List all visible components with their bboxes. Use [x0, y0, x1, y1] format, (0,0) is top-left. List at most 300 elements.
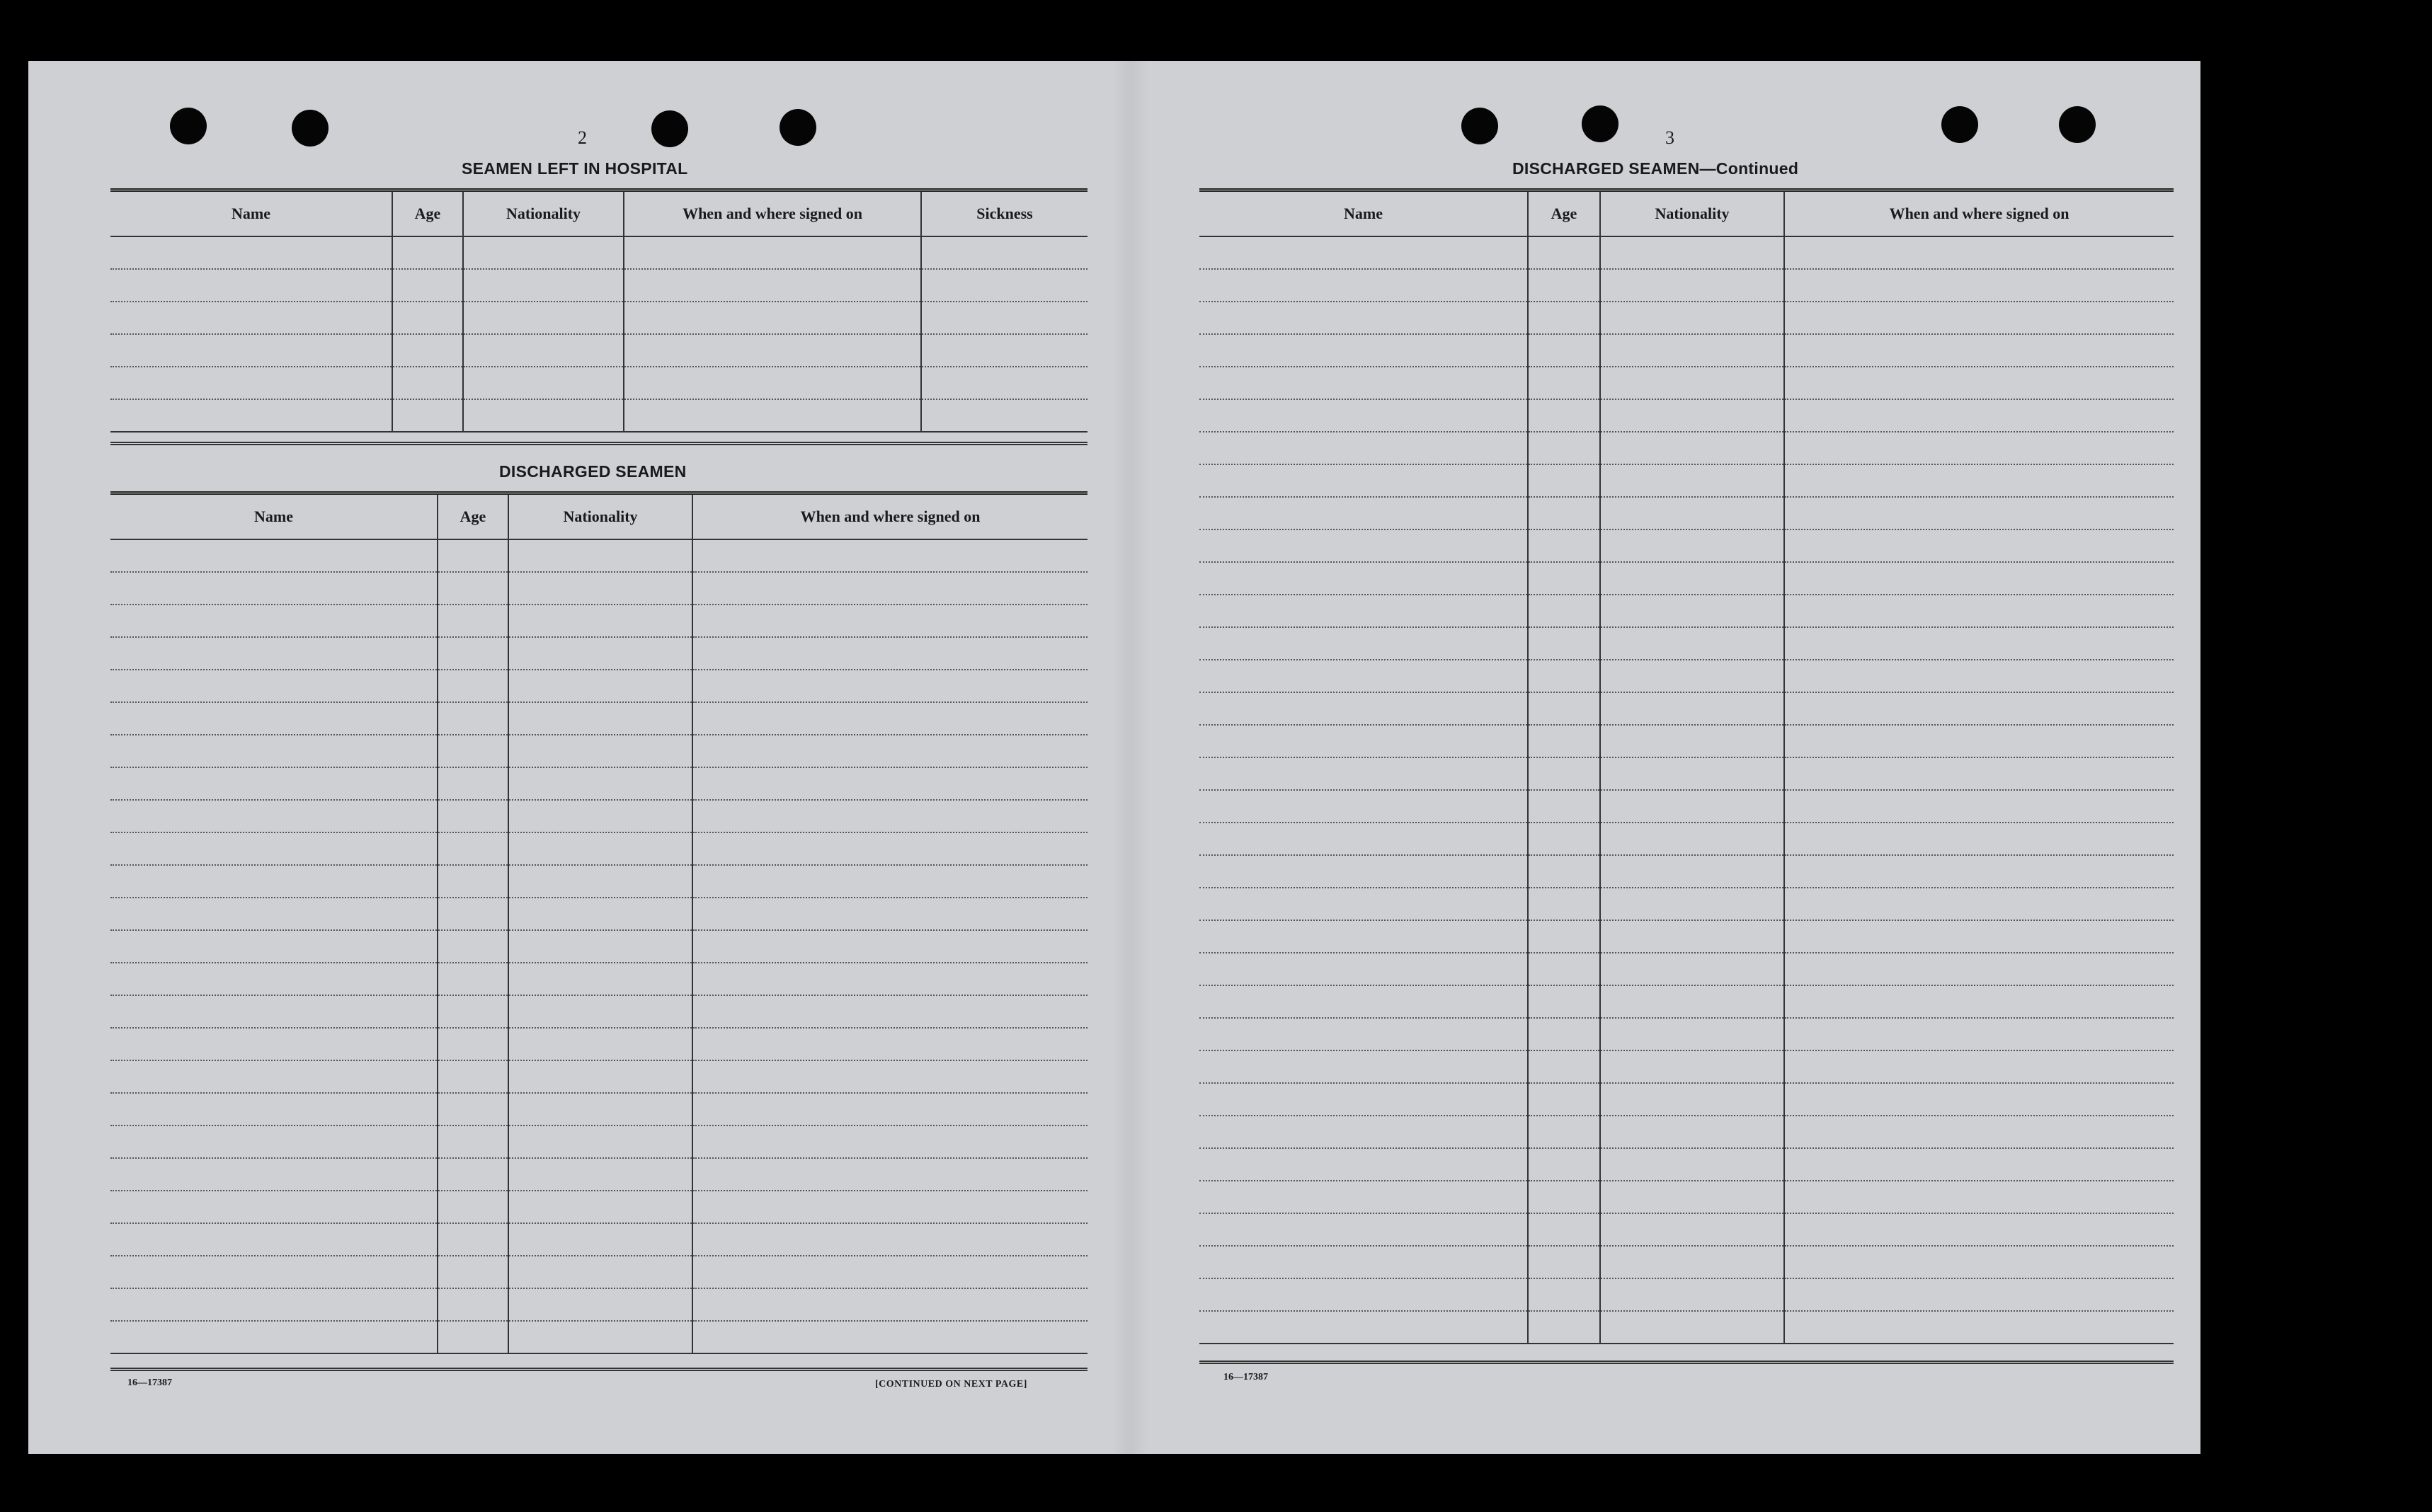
table-row: [110, 832, 1087, 865]
column-header-nationality: Nationality: [463, 190, 624, 237]
table-row: [110, 767, 1087, 800]
table-cell: [110, 963, 438, 995]
table-cell: [110, 1191, 438, 1223]
table-cell: [624, 302, 921, 334]
table-row: [1199, 1213, 2174, 1246]
table-cell: [1600, 562, 1784, 595]
table-row: [1199, 562, 2174, 595]
table-cell: [1528, 399, 1600, 432]
table-cell: [110, 1028, 438, 1060]
hospital-table: [110, 188, 1087, 433]
table-cell: [110, 269, 392, 302]
table-cell: [624, 236, 921, 269]
table-cell: [1528, 432, 1600, 464]
table-cell: [1784, 595, 2174, 627]
table-cell: [508, 1060, 692, 1093]
table-cell: [1199, 1018, 1528, 1050]
table-row: [1199, 1311, 2174, 1344]
table-row: [1199, 627, 2174, 660]
table-cell: [1600, 236, 1784, 269]
table-row: [1199, 920, 2174, 953]
table-cell: [1784, 1050, 2174, 1083]
table-cell: [1784, 920, 2174, 953]
table-cell: [624, 269, 921, 302]
table-row: [110, 1256, 1087, 1288]
table-cell: [438, 1256, 508, 1288]
table-row: [1199, 464, 2174, 497]
table-cell: [438, 898, 508, 930]
table-cell: [692, 1191, 1087, 1223]
table-cell: [392, 367, 463, 399]
table-cell: [508, 865, 692, 898]
discharged-table-left: [110, 491, 1087, 1354]
table-cell: [1528, 1018, 1600, 1050]
table-cell: [692, 702, 1087, 735]
table-cell: [921, 334, 1087, 367]
table-cell: [438, 572, 508, 605]
table-cell: [110, 670, 438, 702]
table-cell: [110, 865, 438, 898]
table-cell: [110, 1126, 438, 1158]
table-cell: [110, 1060, 438, 1093]
table-cell: [508, 572, 692, 605]
table-cell: [438, 1191, 508, 1223]
table-cell: [1600, 1148, 1784, 1181]
table-cell: [1600, 367, 1784, 399]
table-cell: [1528, 985, 1600, 1018]
table-cell: [438, 670, 508, 702]
table-cell: [392, 334, 463, 367]
table-row: [110, 334, 1087, 367]
table-row: [1199, 725, 2174, 757]
table-cell: [508, 605, 692, 637]
table-row: [1199, 1083, 2174, 1116]
table-cell: [1784, 1148, 2174, 1181]
table-cell: [110, 605, 438, 637]
table-cell: [692, 930, 1087, 963]
table-cell: [1199, 1116, 1528, 1148]
table-row: [110, 399, 1087, 432]
table-cell: [1600, 302, 1784, 334]
table-cell: [1528, 367, 1600, 399]
hospital-section-title: SEAMEN LEFT IN HOSPITAL: [462, 159, 688, 178]
table-cell: [692, 605, 1087, 637]
hospital-rows: [110, 236, 1087, 432]
table-cell: [1600, 1246, 1784, 1278]
table-cell: [1528, 757, 1600, 790]
table-cell: [1199, 367, 1528, 399]
table-cell: [921, 236, 1087, 269]
table-cell: [1600, 334, 1784, 367]
table-cell: [1528, 627, 1600, 660]
column-header-name: Name: [110, 493, 438, 540]
table-cell: [110, 1256, 438, 1288]
table-cell: [692, 1028, 1087, 1060]
table-cell: [921, 399, 1087, 432]
table-cell: [1784, 1311, 2174, 1344]
table-cell: [1600, 757, 1784, 790]
table-row: [1199, 529, 2174, 562]
table-cell: [438, 605, 508, 637]
table-cell: [692, 1126, 1087, 1158]
table-cell: [1528, 888, 1600, 920]
page-fold: [1112, 61, 1148, 1454]
table-cell: [438, 1093, 508, 1126]
table-cell: [921, 302, 1087, 334]
table-cell: [110, 767, 438, 800]
table-cell: [1784, 627, 2174, 660]
form-number-left: 16—17387: [127, 1378, 172, 1388]
table-cell: [110, 1288, 438, 1321]
table-cell: [1528, 529, 1600, 562]
table-cell: [1600, 790, 1784, 823]
table-row: [1199, 1116, 2174, 1148]
table-row: [1199, 1181, 2174, 1213]
table-cell: [438, 1321, 508, 1353]
table-cell: [1784, 367, 2174, 399]
table-cell: [1600, 432, 1784, 464]
table-cell: [1528, 334, 1600, 367]
table-row: [1199, 1018, 2174, 1050]
table-row: [1199, 269, 2174, 302]
table-cell: [624, 367, 921, 399]
document-sheet: [28, 61, 2200, 1454]
table-cell: [1199, 529, 1528, 562]
table-cell: [438, 1223, 508, 1256]
discharged-rows-right: [1199, 236, 2174, 1344]
table-cell: [1600, 595, 1784, 627]
table-row: [110, 572, 1087, 605]
table-cell: [1600, 888, 1784, 920]
table-cell: [463, 367, 624, 399]
table-row: [110, 995, 1087, 1028]
table-row: [1199, 1246, 2174, 1278]
table-cell: [110, 1223, 438, 1256]
table-cell: [1600, 464, 1784, 497]
table-row: [110, 1093, 1087, 1126]
table-row: [110, 865, 1087, 898]
table-cell: [1528, 660, 1600, 692]
column-header-sickness: Sickness: [921, 190, 1087, 237]
punch-hole: [780, 109, 816, 146]
table-cell: [1784, 1246, 2174, 1278]
table-cell: [110, 367, 392, 399]
table-cell: [1199, 464, 1528, 497]
table-cell: [508, 767, 692, 800]
table-cell: [438, 637, 508, 670]
table-cell: [438, 832, 508, 865]
table-cell: [1199, 399, 1528, 432]
table-cell: [110, 572, 438, 605]
table-row: [1199, 432, 2174, 464]
table-cell: [1600, 627, 1784, 660]
table-row: [1199, 1148, 2174, 1181]
table-cell: [1784, 562, 2174, 595]
table-cell: [1199, 334, 1528, 367]
punch-hole: [170, 108, 207, 144]
table-cell: [692, 898, 1087, 930]
table-row: [110, 1191, 1087, 1223]
table-cell: [438, 539, 508, 572]
table-row: [110, 800, 1087, 832]
table-row: [110, 702, 1087, 735]
table-cell: [692, 670, 1087, 702]
table-cell: [1199, 790, 1528, 823]
table-cell: [1528, 725, 1600, 757]
table-cell: [463, 236, 624, 269]
table-cell: [110, 898, 438, 930]
table-cell: [1784, 1278, 2174, 1311]
table-cell: [1528, 1181, 1600, 1213]
table-cell: [1600, 1181, 1784, 1213]
table-cell: [692, 800, 1087, 832]
table-cell: [508, 832, 692, 865]
table-cell: [110, 539, 438, 572]
table-cell: [110, 399, 392, 432]
column-header-name: Name: [110, 190, 392, 237]
table-cell: [438, 735, 508, 767]
table-row: [1199, 1278, 2174, 1311]
table-cell: [438, 1028, 508, 1060]
table-cell: [110, 1093, 438, 1126]
table-cell: [692, 1288, 1087, 1321]
table-row: [1199, 1050, 2174, 1083]
form-number-right: 16—17387: [1223, 1372, 1268, 1382]
table-cell: [1600, 1278, 1784, 1311]
table-cell: [1600, 660, 1784, 692]
table-cell: [1199, 302, 1528, 334]
table-cell: [692, 1223, 1087, 1256]
table-cell: [1600, 529, 1784, 562]
punch-hole: [292, 110, 329, 147]
table-cell: [1199, 823, 1528, 855]
table-cell: [1784, 432, 2174, 464]
table-cell: [1528, 595, 1600, 627]
table-cell: [1528, 464, 1600, 497]
table-cell: [508, 1223, 692, 1256]
column-header-signed-on: When and where signed on: [692, 493, 1087, 540]
table-cell: [1528, 920, 1600, 953]
table-cell: [1528, 855, 1600, 888]
table-cell: [508, 1191, 692, 1223]
table-row: [1199, 985, 2174, 1018]
table-row: [110, 1126, 1087, 1158]
table-cell: [1528, 1083, 1600, 1116]
table-cell: [1600, 1050, 1784, 1083]
table-cell: [508, 702, 692, 735]
table-cell: [1600, 497, 1784, 529]
table-cell: [1199, 1246, 1528, 1278]
bottom-rule-left: [110, 1368, 1087, 1371]
table-cell: [110, 302, 392, 334]
table-cell: [1199, 1213, 1528, 1246]
table-cell: [1600, 855, 1784, 888]
table-cell: [1784, 334, 2174, 367]
table-row: [1199, 888, 2174, 920]
table-cell: [438, 800, 508, 832]
table-row: [1199, 790, 2174, 823]
table-cell: [1528, 269, 1600, 302]
table-cell: [438, 767, 508, 800]
discharged-section-title: DISCHARGED SEAMEN: [499, 462, 687, 481]
table-cell: [692, 865, 1087, 898]
table-cell: [1199, 888, 1528, 920]
table-cell: [1784, 236, 2174, 269]
table-cell: [1528, 1148, 1600, 1181]
column-header-age: Age: [438, 493, 508, 540]
table-cell: [1784, 1116, 2174, 1148]
table-cell: [110, 1321, 438, 1353]
table-cell: [463, 269, 624, 302]
table-cell: [692, 1256, 1087, 1288]
column-header-nationality: Nationality: [508, 493, 692, 540]
table-cell: [1528, 1050, 1600, 1083]
table-cell: [438, 1288, 508, 1321]
discharged-table-right: [1199, 188, 2174, 1344]
table-row: [110, 269, 1087, 302]
punch-hole: [1941, 106, 1978, 143]
table-cell: [438, 702, 508, 735]
table-cell: [1600, 1311, 1784, 1344]
table-cell: [1600, 953, 1784, 985]
table-cell: [392, 236, 463, 269]
table-cell: [1784, 269, 2174, 302]
table-cell: [508, 1126, 692, 1158]
table-cell: [508, 1093, 692, 1126]
table-row: [1199, 823, 2174, 855]
table-row: [1199, 692, 2174, 725]
table-cell: [1784, 302, 2174, 334]
table-cell: [508, 898, 692, 930]
table-row: [1199, 660, 2174, 692]
table-cell: [438, 1158, 508, 1191]
table-cell: [1199, 953, 1528, 985]
table-cell: [508, 1256, 692, 1288]
table-cell: [508, 539, 692, 572]
table-cell: [1199, 1181, 1528, 1213]
table-cell: [1784, 1018, 2174, 1050]
table-cell: [1199, 432, 1528, 464]
table-cell: [392, 269, 463, 302]
table-cell: [692, 1093, 1087, 1126]
table-cell: [692, 735, 1087, 767]
table-cell: [508, 1028, 692, 1060]
table-row: [110, 898, 1087, 930]
table-cell: [1528, 562, 1600, 595]
discharged-continued-title: DISCHARGED SEAMEN—Continued: [1512, 159, 1799, 178]
table-cell: [1199, 562, 1528, 595]
table-cell: [1784, 1213, 2174, 1246]
table-cell: [110, 702, 438, 735]
table-cell: [1528, 1213, 1600, 1246]
table-cell: [1199, 855, 1528, 888]
table-cell: [110, 832, 438, 865]
column-header-signed-on: When and where signed on: [1784, 190, 2174, 237]
table-cell: [1528, 823, 1600, 855]
page-number-left: 2: [578, 127, 587, 148]
table-cell: [1199, 985, 1528, 1018]
table-cell: [438, 1126, 508, 1158]
column-header-signed-on: When and where signed on: [624, 190, 921, 237]
table-cell: [1199, 660, 1528, 692]
continued-note: [CONTINUED ON NEXT PAGE]: [875, 1379, 1027, 1390]
table-cell: [1199, 757, 1528, 790]
table-row: [1199, 334, 2174, 367]
table-row: [110, 1288, 1087, 1321]
table-row: [110, 367, 1087, 399]
table-row: [110, 539, 1087, 572]
table-cell: [921, 269, 1087, 302]
table-cell: [508, 1158, 692, 1191]
table-cell: [1528, 1246, 1600, 1278]
table-cell: [1528, 692, 1600, 725]
table-cell: [508, 963, 692, 995]
table-cell: [1784, 529, 2174, 562]
table-cell: [624, 399, 921, 432]
table-cell: [110, 637, 438, 670]
table-cell: [1600, 1213, 1784, 1246]
table-cell: [110, 1158, 438, 1191]
table-cell: [1528, 1278, 1600, 1311]
table-cell: [1784, 855, 2174, 888]
table-cell: [1199, 1050, 1528, 1083]
table-cell: [692, 963, 1087, 995]
table-cell: [1199, 692, 1528, 725]
table-cell: [110, 995, 438, 1028]
table-row: [110, 1060, 1087, 1093]
table-cell: [692, 832, 1087, 865]
column-header-name: Name: [1199, 190, 1528, 237]
table-row: [110, 735, 1087, 767]
table-row: [1199, 757, 2174, 790]
table-cell: [508, 735, 692, 767]
table-cell: [438, 963, 508, 995]
table-cell: [1784, 953, 2174, 985]
table-cell: [508, 1288, 692, 1321]
table-cell: [1600, 1116, 1784, 1148]
table-cell: [1199, 1148, 1528, 1181]
table-cell: [1784, 725, 2174, 757]
table-cell: [1528, 302, 1600, 334]
table-cell: [463, 302, 624, 334]
punch-hole: [651, 110, 688, 147]
table-row: [1199, 855, 2174, 888]
table-cell: [1600, 920, 1784, 953]
table-row: [110, 1158, 1087, 1191]
table-cell: [1784, 985, 2174, 1018]
table-cell: [1528, 497, 1600, 529]
table-cell: [1199, 269, 1528, 302]
table-cell: [508, 995, 692, 1028]
table-cell: [692, 539, 1087, 572]
table-cell: [1199, 627, 1528, 660]
table-cell: [692, 1158, 1087, 1191]
table-cell: [392, 399, 463, 432]
table-cell: [463, 399, 624, 432]
table-row: [110, 236, 1087, 269]
table-cell: [1784, 757, 2174, 790]
table-cell: [1784, 692, 2174, 725]
table-cell: [1528, 1311, 1600, 1344]
table-cell: [1528, 236, 1600, 269]
table-cell: [463, 334, 624, 367]
table-cell: [1528, 1116, 1600, 1148]
table-cell: [624, 334, 921, 367]
table-cell: [1784, 660, 2174, 692]
table-cell: [1784, 399, 2174, 432]
table-cell: [1600, 399, 1784, 432]
table-cell: [692, 637, 1087, 670]
